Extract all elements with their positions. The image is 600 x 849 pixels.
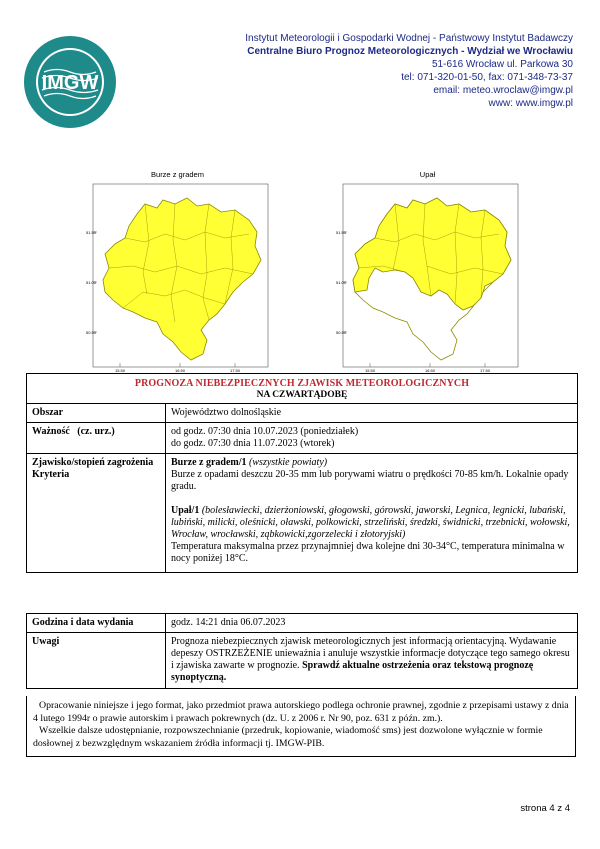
heat-text: Temperatura maksymalna przez przynajmniej dwa kolejne dni 30-34°C, temperatura minimalna w nocy poniżej 18°C. xyxy=(171,541,565,564)
notes-bold: Sprawdź aktualne ostrzeżenia oraz tekstową prognozę synoptyczną. xyxy=(171,660,534,683)
phenomena-label-cell xyxy=(27,454,166,572)
notes-label: Uwagi xyxy=(27,633,166,688)
lon-label: 16.50 xyxy=(425,368,436,372)
page-number: strona 4 z 4 xyxy=(520,803,570,814)
map-heat-graphic xyxy=(335,182,520,372)
office-name: Centralne Biuro Prognoz Meteorologicznych - Wydział we Wrocławiu xyxy=(247,46,573,57)
issue-time-value: godz. 14:21 dnia 06.07.2023 xyxy=(171,617,286,628)
storm-heading xyxy=(171,457,572,469)
map-heat-title: Upał xyxy=(419,170,436,179)
criteria-label: Kryteria xyxy=(32,469,70,480)
lon-label: 15.50 xyxy=(115,368,126,372)
website: www: www.imgw.pl xyxy=(488,98,573,109)
phenomena-label: Zjawisko/stopień zagrożenia xyxy=(32,457,154,468)
email: email: meteo.wroclaw@imgw.pl xyxy=(433,85,573,96)
map-storm-title: Burze z gradem xyxy=(151,170,204,179)
row-issue-time xyxy=(27,614,577,633)
row-phenomena xyxy=(27,454,577,572)
lon-label: 16.50 xyxy=(175,368,186,372)
legal-notice xyxy=(26,696,576,757)
issue-table xyxy=(26,613,578,689)
validity-units: (cz. urz.) xyxy=(77,426,115,437)
map-storm xyxy=(85,170,270,372)
row-area xyxy=(27,404,577,423)
row-validity xyxy=(27,423,577,454)
warning-table xyxy=(26,373,578,573)
warning-title-day: NA CZWARTĄDOBĘ xyxy=(256,390,348,400)
validity-value xyxy=(166,423,577,453)
institute-header xyxy=(213,32,573,110)
lon-label: 17.50 xyxy=(480,368,491,372)
lat-label: 50.50 xyxy=(336,330,347,335)
validity-to: do godz. 07:30 dnia 11.07.2023 (wtorek) xyxy=(171,438,335,449)
notes-value xyxy=(166,633,577,688)
heat-title: Upał/1 xyxy=(171,505,200,516)
area-value: Województwo dolnośląskie xyxy=(171,407,282,418)
map-heat xyxy=(335,170,520,372)
lat-label: 50.50 xyxy=(86,330,97,335)
address: 51-616 Wrocław ul. Parkowa 30 xyxy=(432,59,573,70)
heat-heading xyxy=(171,505,572,541)
legal-copyright: Opracowanie niniejsze i jego format, jako przedmiot prawa autorskiego podlega ochronie prawnej, zgodnie z przepisami ustawy z dnia 4 lutego 1994r o prawie autorskim i prawach pokrewnych (dz. U. z 2006 r. Nr 90, poz. 631 z późn. zm.). xyxy=(33,700,569,724)
storm-scope: (wszystkie powiaty) xyxy=(249,457,328,468)
institute-name: Instytut Meteorologii i Gospodarki Wodnej - Państwowy Instytut Badawczy xyxy=(245,33,573,44)
notes-text: Prognoza niebezpiecznych zjawisk meteorologicznych jest informacją orientacyjną. Wydawanie depeszy OSTRZEŻENIE unieważnia i anuluje wszystkie informacje dotyczące tego samego okresu i zjawiska zawarte w prognozie. xyxy=(171,636,570,671)
warning-title-main: PROGNOZA NIEBEZPIECZNYCH ZJAWISK METEOROLOGICZNYCH xyxy=(134,378,470,389)
legal-distribution: Wszelkie dalsze udostępnianie, rozpowszechnianie (przedruk, kopiowanie, wiadomość sms) jest dozwolone wyłącznie w formie dosłownej z bezwzględnym wskazaniem źródła informacji tj. IMGW-PIB. xyxy=(33,725,543,749)
storm-title: Burze z gradem/1 xyxy=(171,457,247,468)
lat-label: 51.50 xyxy=(336,230,347,235)
lat-label: 51.00 xyxy=(336,280,347,285)
warning-title xyxy=(27,374,577,404)
validity-label-cell xyxy=(27,423,166,453)
row-notes xyxy=(27,633,577,688)
lat-label: 51.00 xyxy=(86,280,97,285)
logo-text: IMGW xyxy=(41,72,99,94)
map-storm-graphic xyxy=(85,182,270,372)
lon-label: 15.50 xyxy=(365,368,376,372)
phenomena-value xyxy=(166,454,577,572)
storm-text: Burze z opadami deszczu 20-35 mm lub porywami wiatru o prędkości 70-85 km/h. Lokalnie opady gradu. xyxy=(171,469,569,492)
issue-time-label: Godzina i data wydania xyxy=(27,614,166,632)
heat-scope: (bolesławiecki, dzierżoniowski, głogowski, górowski, jaworski, Legnica, legnicki, lubański, lubiński, milicki, oleśnicki, oławski, polkowicki, strzeliński, średzki, świdnicki, trzebnicki, wołowski, Wrocław, wrocławski, ząbkowicki,zgorzelecki i złotoryjski) xyxy=(171,505,570,540)
phone-fax: tel: 071-320-01-50, fax: 071-348-73-37 xyxy=(401,72,573,83)
imgw-logo xyxy=(22,34,118,130)
validity-from: od godz. 07:30 dnia 10.07.2023 (poniedziałek) xyxy=(171,426,359,437)
lat-label: 51.50 xyxy=(86,230,97,235)
lon-label: 17.50 xyxy=(230,368,241,372)
validity-label: Ważność xyxy=(32,426,70,437)
area-label: Obszar xyxy=(27,404,166,422)
